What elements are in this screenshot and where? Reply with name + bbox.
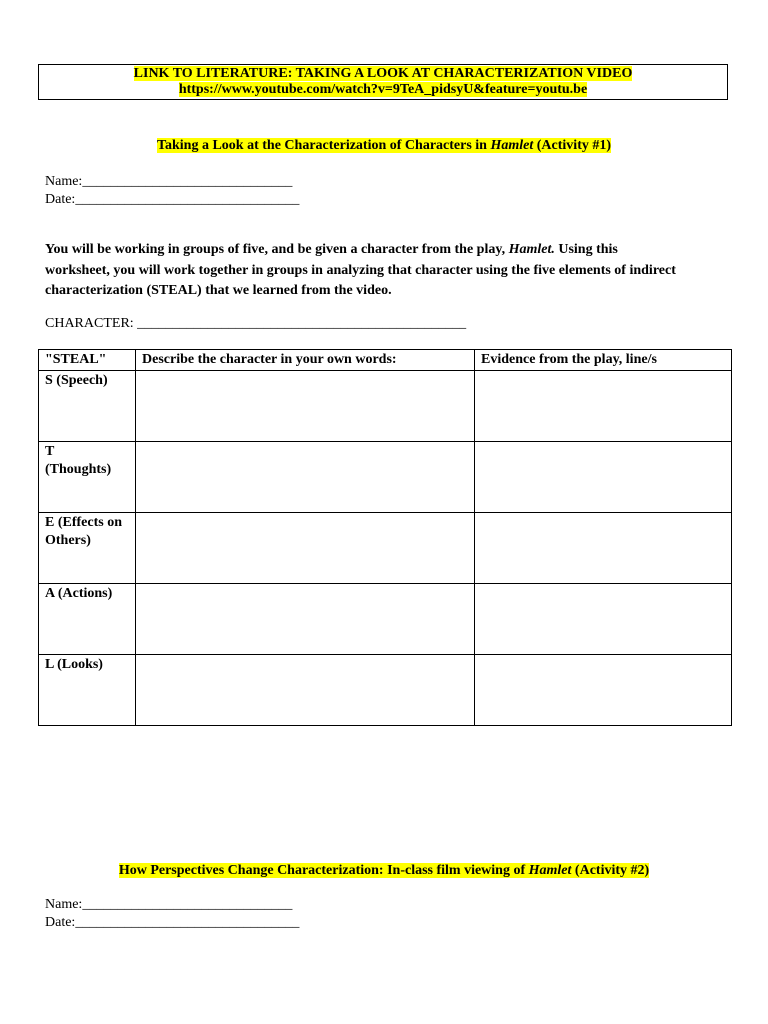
activity1-date-field[interactable]: Date:________________________________	[45, 192, 300, 207]
evidence-cell[interactable]	[475, 371, 732, 442]
activity2-title-play: Hamlet	[528, 863, 572, 878]
row-label-actions: A (Actions)	[39, 584, 136, 655]
header-cell-describe: Describe the character in your own words:	[136, 350, 475, 371]
describe-cell[interactable]	[136, 371, 475, 442]
video-link[interactable]: https://www.youtube.com/watch?v=9TeA_pidsyU&feature=youtu.be	[178, 82, 588, 97]
describe-cell[interactable]	[136, 442, 475, 513]
row-label-thoughts: T (Thoughts)	[39, 442, 136, 513]
row-label-effects: E (Effects on Others)	[39, 513, 136, 584]
instructions-paragraph	[45, 240, 685, 302]
describe-cell[interactable]	[136, 584, 475, 655]
evidence-cell[interactable]	[475, 442, 732, 513]
activity1-title-play: Hamlet	[490, 138, 534, 153]
table-row-effects	[39, 513, 732, 584]
header-cell-steal: "STEAL"	[39, 350, 136, 371]
header-cell-evidence: Evidence from the play, line/s	[475, 350, 732, 371]
activity2-title-text: How Perspectives Change Characterization: In-class film viewing of	[118, 863, 529, 878]
steal-table	[38, 349, 732, 726]
table-row-looks	[39, 655, 732, 726]
activity2-title-suffix: (Activity #2)	[571, 863, 650, 878]
activity2-date-field[interactable]: Date:________________________________	[45, 915, 300, 930]
evidence-cell[interactable]	[475, 655, 732, 726]
instructions-text-end: Using this worksheet, you will work together in groups in analyzing that character using the five elements of indirect characterization (STEAL) that we learned from the video.	[45, 242, 676, 298]
table-row-speech	[39, 371, 732, 442]
table-row-thoughts	[39, 442, 732, 513]
describe-cell[interactable]	[136, 513, 475, 584]
header-box	[38, 64, 728, 100]
evidence-cell[interactable]	[475, 584, 732, 655]
row-label-speech: S (Speech)	[39, 371, 136, 442]
instructions-play: Hamlet.	[508, 242, 555, 257]
header-title: LINK TO LITERATURE: TAKING A LOOK AT CHARACTERIZATION VIDEO	[133, 66, 633, 81]
row-label-looks: L (Looks)	[39, 655, 136, 726]
evidence-cell[interactable]	[475, 513, 732, 584]
activity1-name-field[interactable]: Name:______________________________	[45, 174, 293, 189]
table-row-actions	[39, 584, 732, 655]
activity2-name-field[interactable]: Name:______________________________	[45, 897, 293, 912]
activity1-title	[0, 138, 768, 154]
character-field[interactable]: CHARACTER: _______________________________________________	[45, 316, 467, 331]
activity1-title-suffix: (Activity #1)	[533, 138, 612, 153]
activity1-title-text: Taking a Look at the Characterization of Characters in	[156, 138, 491, 153]
activity2-title	[0, 863, 768, 879]
table-header-row	[39, 350, 732, 371]
describe-cell[interactable]	[136, 655, 475, 726]
instructions-text: You will be working in groups of five, and be given a character from the play,	[45, 242, 509, 257]
